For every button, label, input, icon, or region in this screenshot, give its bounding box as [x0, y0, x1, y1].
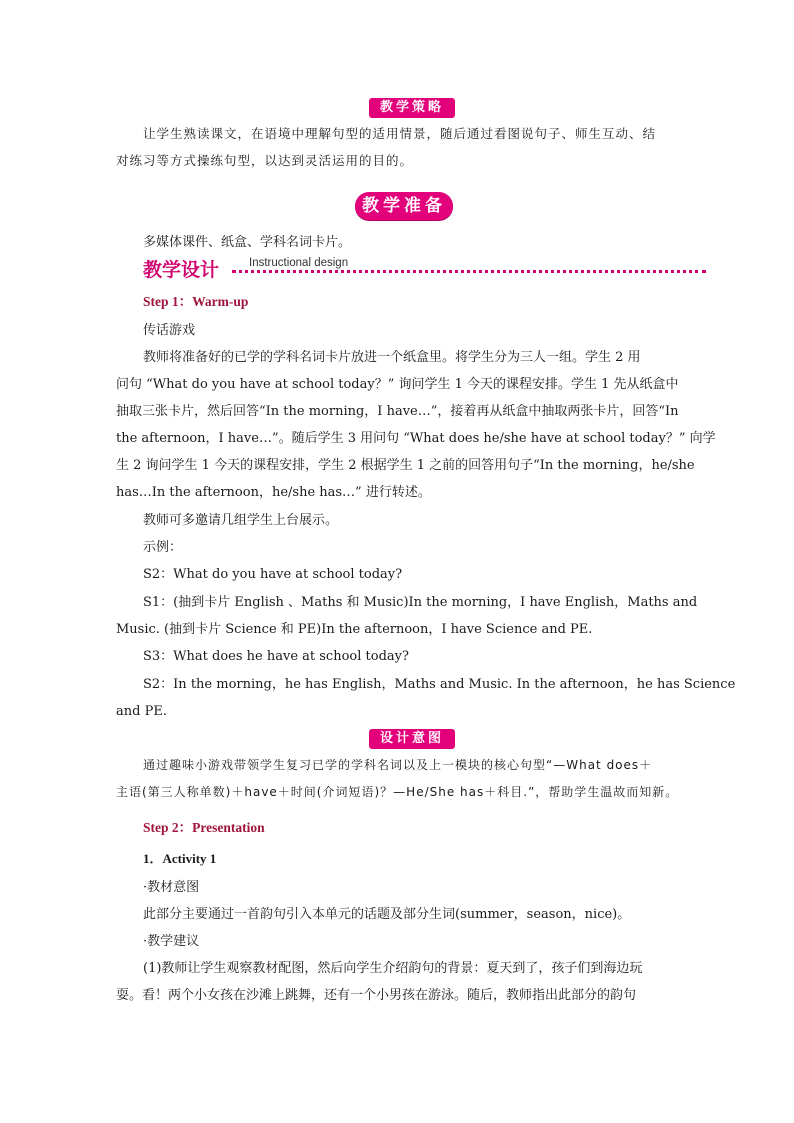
step1-paragraph-line: 生 2 询问学生 1 今天的课程安排，学生 2 根据学生 1 之前的回答用句子“In the morning，he/she [116, 458, 695, 473]
preparation-text: 多媒体课件、纸盒、学科名词卡片。 [143, 235, 352, 250]
strategy-text-line: 对练习等方式操练句型，以达到灵活运用的目的。 [116, 153, 414, 168]
design-subtitle: Instructional design [249, 257, 349, 269]
suggestion-line: 耍。看！两个小女孩在沙滩上跳舞，还有一个小男孩在游泳。随后，教师指出此部分的韵句 [116, 988, 637, 1003]
strategy-text-line: 让学生熟读课文，在语境中理解句型的适用情景，随后通过看图说句子、师生互动、结 [143, 126, 657, 141]
preparation-header: 教学准备 [355, 192, 453, 220]
step1-paragraph-line: 抽取三张卡片，然后回答“In the morning，I have…”，接着再从纸盒中抽取两张卡片，回答“In [116, 404, 679, 419]
example-line: S1：(抽到卡片 English 、Maths 和 Music)In the morning，I have English，Maths and [143, 595, 698, 610]
intent-header: 设计意图 [369, 729, 455, 749]
game-title: 传话游戏 [143, 323, 196, 338]
step2-heading: Step 2：Presentation [143, 820, 265, 835]
design-title: 教学设计 [143, 259, 220, 281]
example-label: 示例： [143, 540, 183, 555]
step1-paragraph-line: the afternoon，I have…”。随后学生 3 用问句 “What does he/she have at school today？” 向学 [116, 431, 716, 446]
subheading: ·教材意图 [143, 880, 200, 895]
material-intent-text: 此部分主要通过一首韵句引入本单元的话题及部分生词(summer，season，nice)。 [143, 907, 631, 922]
strategy-header: 教学策略 [369, 98, 455, 118]
invite-text: 教师可多邀请几组学生上台展示。 [143, 513, 339, 528]
example-line: and PE. [116, 704, 167, 719]
subheading: ·教学建议 [143, 934, 200, 949]
example-line: S3：What does he have at school today? [143, 649, 409, 664]
step1-heading: Step 1：Warm-up [143, 294, 249, 309]
step1-paragraph-line: 问句 “What do you have at school today？” 询问学生 1 今天的课程安排。学生 1 先从纸盒中 [116, 377, 679, 392]
activity-heading: 1．Activity 1 [143, 851, 217, 866]
example-line: S2：In the morning，he has English，Maths and Music. In the afternoon，he has Science [143, 677, 736, 692]
intent-text-line: 通过趣味小游戏带领学生复习已学的学科名词以及上一模块的核心句型“—What does＋ [143, 758, 653, 772]
step1-paragraph-line: 教师将准备好的已学的学科名词卡片放进一个纸盒里。将学生分为三人一组。学生 2 用 [143, 350, 641, 365]
design-dotted-rule [232, 270, 706, 273]
suggestion-line: (1)教师让学生观察教材配图，然后向学生介绍韵句的背景：夏天到了，孩子们到海边玩 [143, 961, 643, 976]
example-line: Music. (抽到卡片 Science 和 PE)In the afternoon，I have Science and PE. [116, 622, 593, 637]
step1-paragraph-line: has…In the afternoon，he/she has…” 进行转述。 [116, 485, 431, 500]
example-line: S2：What do you have at school today? [143, 567, 403, 582]
intent-text-line: 主语(第三人称单数)＋have＋时间(介词短语)？—He/She has＋科目.”，帮助学生温故而知新。 [116, 785, 679, 799]
